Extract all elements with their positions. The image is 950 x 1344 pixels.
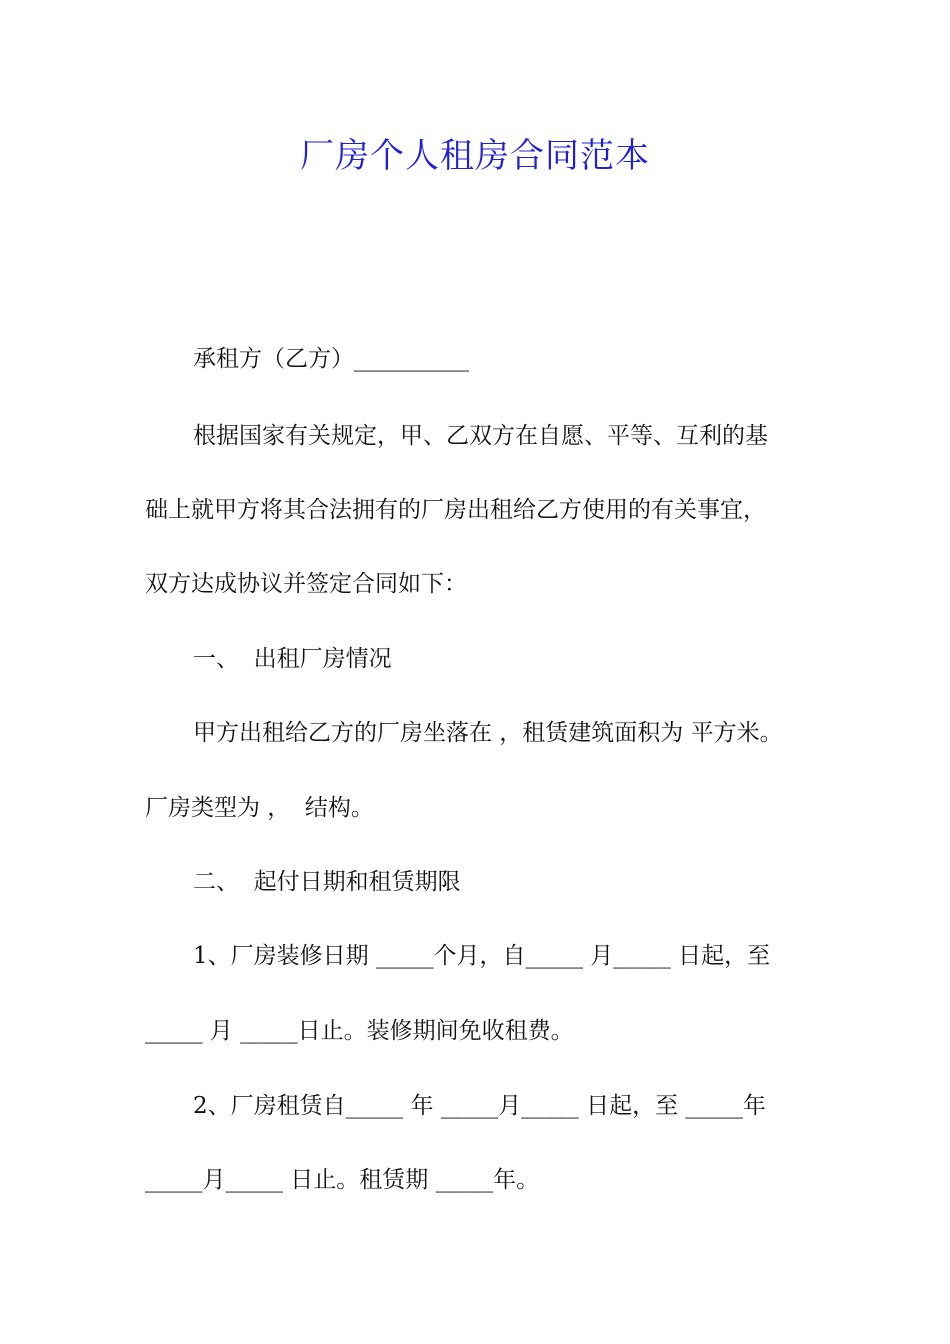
clause-1-line-2: _____ 月 _____日止。装修期间免收租费。 xyxy=(145,1018,574,1044)
tenant-line: 承租方（乙方）__________ xyxy=(193,346,469,372)
paragraph-line-5: 厂房类型为 ， 结构。 xyxy=(145,795,374,821)
document-title: 厂房个人租房合同范本 xyxy=(300,136,650,176)
section-heading-2: 二、 起付日期和租赁期限 xyxy=(193,869,461,895)
clause-2-line-2: _____月_____ 日止。租赁期 _____年。 xyxy=(145,1167,540,1193)
paragraph-line-4: 甲方出租给乙方的厂房坐落在 ，租赁建筑面积为 平方米。 xyxy=(193,720,783,746)
clause-2-line-1: 2、厂房租赁自_____ 年 _____月_____ 日起，至 _____年 xyxy=(193,1093,766,1119)
clause-1-line-1: 1、厂房装修日期 _____个月，自_____ 月_____ 日起，至 xyxy=(193,943,771,969)
paragraph-line-3: 双方达成协议并签定合同如下： xyxy=(145,571,467,597)
section-heading-1: 一、 出租厂房情况 xyxy=(193,646,392,672)
paragraph-line-2: 础上就甲方将其合法拥有的厂房出租给乙方使用的有关事宜， xyxy=(145,497,766,523)
paragraph-line-1: 根据国家有关规定，甲、乙双方在自愿、平等、互利的基 xyxy=(193,423,768,449)
